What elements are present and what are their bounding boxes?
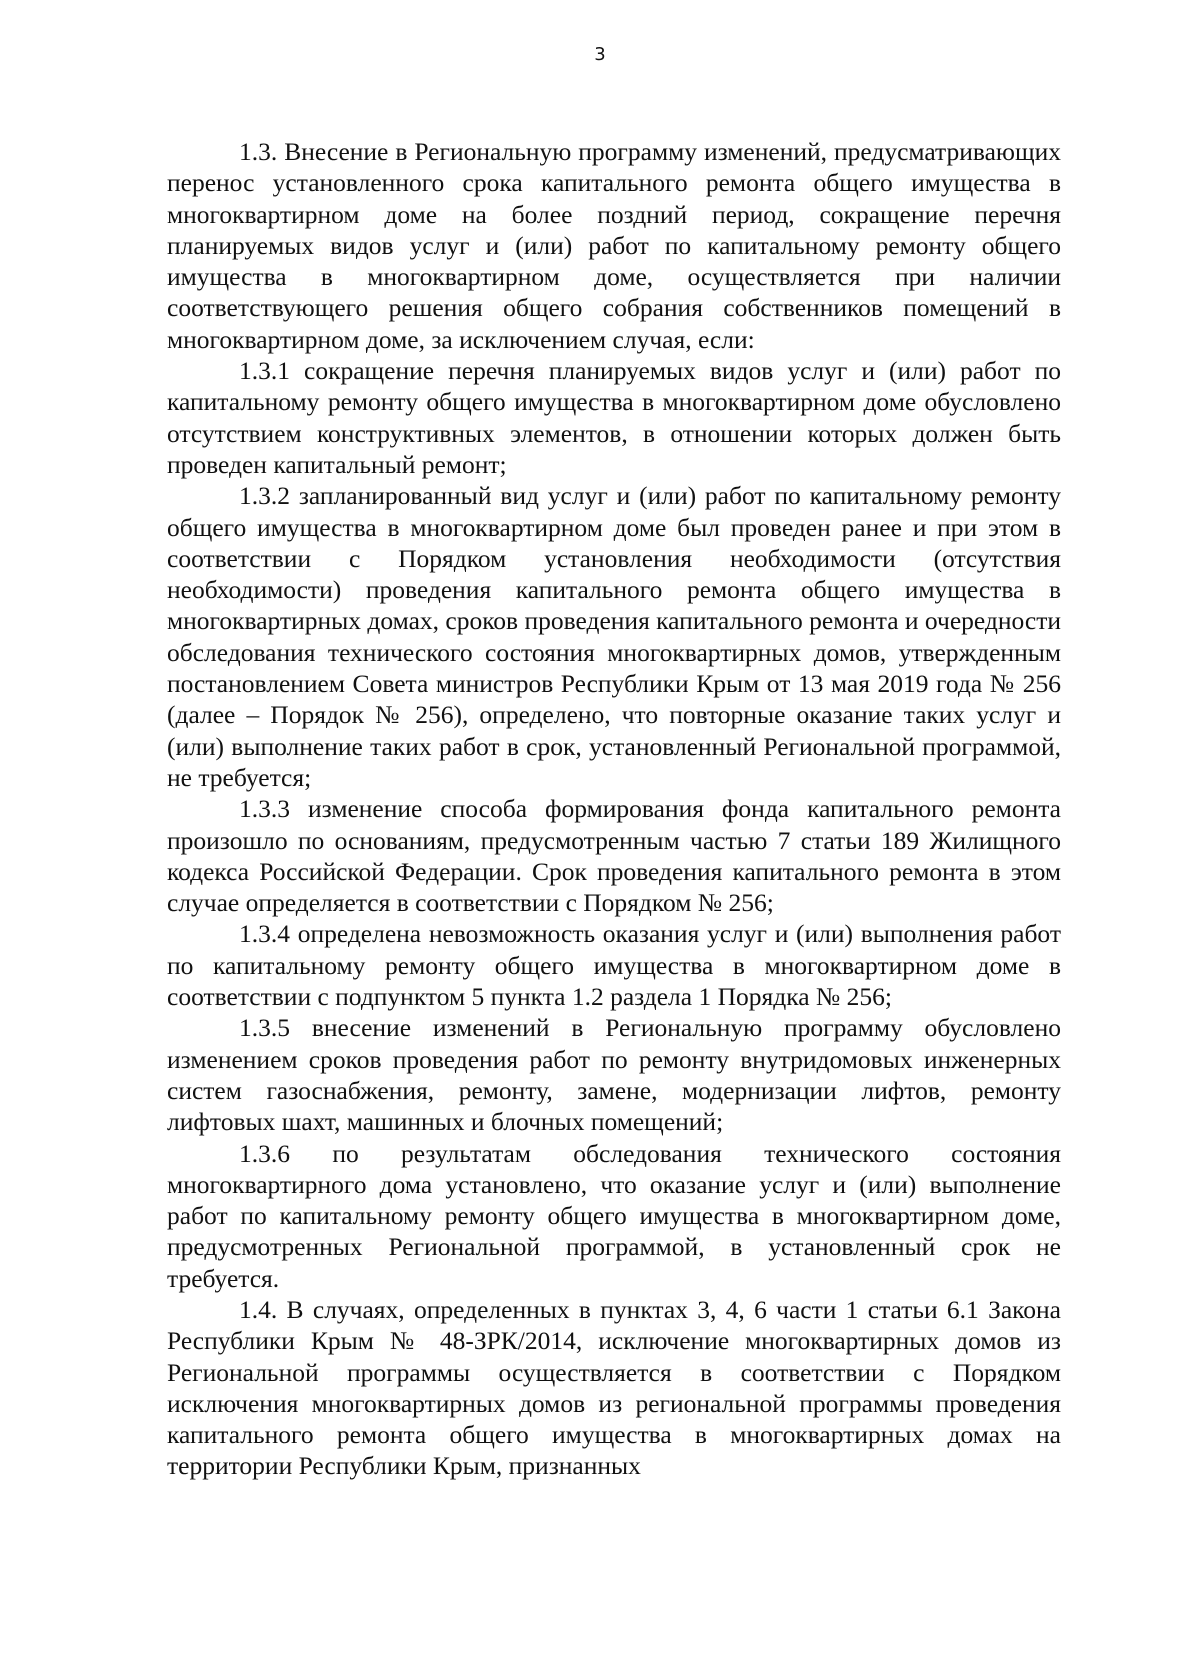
paragraph-1-3-6: 1.3.6 по результатам обследования технического состояния многоквартирного дома установлено, что оказание услуг и (или) выполнение работ по капитальному ремонту общего имущества в многоквартирном доме, предусмотренных Региональной программой, в установленный срок не требуется. — [167, 1138, 1061, 1293]
paragraph-1-3-2: 1.3.2 запланированный вид услуг и (или) работ по капитальному ремонту общего имущества в многоквартирном доме был проведен ранее и при этом в соответствии с Порядком установления необходимости (отсутствия необходимости) проведения капитального ремонта общего имущества в многоквартирных домах, сроков проведения капитального ремонта и очередности обследования технического состояния многоквартирных домов, утвержденным постановлением Совета министров Республики Крым от 13 мая 2019 года № 256 (далее – Порядок № 256), определено, что повторные оказание таких услуг и (или) выполнение таких работ в срок, установленный Региональной программой, не требуется; — [167, 481, 1062, 792]
paragraph-1-3: 1.3. Внесение в Региональную программу изменений, предусматривающих перенос установленного срока капитального ремонта общего имущества в многоквартирном доме на более поздний период, сокращение перечня планируемых видов услуг и (или) работ по капитальному ремонту общего имущества в многоквартирном доме, осуществляется при наличии соответствующего решения общего собрания собственников помещений в многоквартирном доме, за исключением случая, если: — [167, 137, 1061, 354]
paragraph-1-3-4: 1.3.4 определена невозможность оказания услуг и (или) выполнения работ по капитальному ремонту общего имущества в многоквартирном доме в соответствии с подпунктом 5 пункта 1.2 раздела 1 Порядка № 256; — [167, 919, 1061, 1012]
paragraph-1-3-3: 1.3.3 изменение способа формирования фонда капитального ремонта произошло по основаниям, предусмотренным частью 7 статьи 189 Жилищного кодекса Российской Федерации. Срок проведения капитального ремонта в этом случае определяется в соответствии с Порядком № 256; — [167, 794, 1061, 918]
paragraph-1-3-5: 1.3.5 внесение изменений в Региональную программу обусловлено изменением сроков проведения работ по ремонту внутридомовых инженерных систем газоснабжения, ремонту, замене, модернизации лифтов, ремонту лифтовых шахт, машинных и блочных помещений; — [167, 1013, 1061, 1137]
paragraph-1-4: 1.4. В случаях, определенных в пунктах 3, 4, 6 части 1 статьи 6.1 Закона Республики Крым № 48-ЗРК/2014, исключение многоквартирных домов из Региональной программы осуществляется в соответствии с Порядком исключения многоквартирных домов из региональной программы проведения капитального ремонта общего имущества в многоквартирных домах на территории Республики Крым, признанных — [167, 1294, 1061, 1481]
page-number: 3 — [594, 44, 606, 65]
paragraph-1-3-1: 1.3.1 сокращение перечня планируемых видов услуг и (или) работ по капитальному ремонту общего имущества в многоквартирном доме обусловлено отсутствием конструктивных элементов, в отношении которых должен быть проведен капитальный ремонт; — [167, 356, 1061, 479]
document-body — [167, 136, 1061, 1482]
